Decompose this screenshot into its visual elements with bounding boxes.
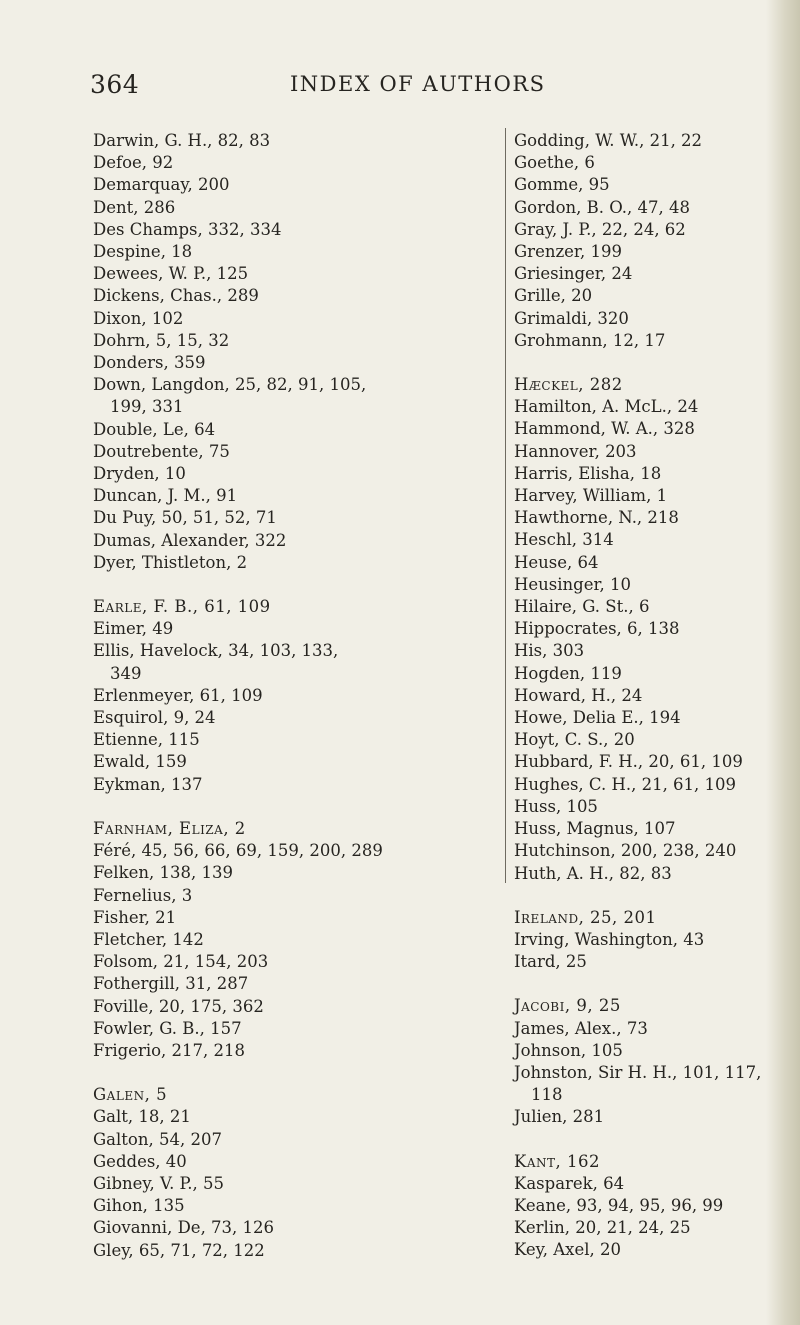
index-entry-continuation: 349 bbox=[110, 663, 142, 683]
index-entry: Etienne, 115 bbox=[93, 730, 200, 750]
index-entry: Jacobi, 9, 25 bbox=[514, 996, 621, 1016]
index-entry: Des Champs, 332, 334 bbox=[93, 219, 282, 239]
index-entry: Eykman, 137 bbox=[93, 774, 203, 794]
index-entry: Felken, 138, 139 bbox=[93, 863, 233, 883]
index-entry: Gibney, V. P., 55 bbox=[93, 1173, 225, 1193]
index-entry: Kasparek, 64 bbox=[514, 1173, 625, 1193]
index-entry: Fisher, 21 bbox=[93, 907, 177, 927]
index-entry: Hoyt, C. S., 20 bbox=[514, 730, 635, 750]
index-entry: Gomme, 95 bbox=[514, 175, 610, 195]
section-break bbox=[514, 885, 794, 907]
page-edge-shadow bbox=[766, 0, 800, 1325]
index-entry: Farnham, Eliza, 2 bbox=[93, 818, 246, 838]
index-entry: Dryden, 10 bbox=[93, 464, 186, 484]
index-entry: Howe, Delia E., 194 bbox=[514, 708, 681, 728]
index-entry: Kant, 162 bbox=[514, 1151, 600, 1171]
index-entry: Grimaldi, 320 bbox=[514, 308, 629, 328]
index-entry: Hammond, W. A., 328 bbox=[514, 419, 695, 439]
column-divider bbox=[505, 128, 506, 883]
index-entry: Hamilton, A. McL., 24 bbox=[514, 397, 699, 417]
section-break bbox=[514, 1129, 794, 1151]
index-entry: Down, Langdon, 25, 82, 91, 105, bbox=[93, 375, 367, 395]
index-column-right bbox=[514, 130, 794, 1262]
index-entry: Frigerio, 217, 218 bbox=[93, 1040, 246, 1060]
index-entry: Hubbard, F. H., 20, 61, 109 bbox=[514, 752, 743, 772]
index-entry: Dewees, W. P., 125 bbox=[93, 264, 249, 284]
index-entry: Gihon, 135 bbox=[93, 1196, 185, 1216]
index-entry: Duncan, J. M., 91 bbox=[93, 486, 238, 506]
section-break bbox=[514, 352, 794, 374]
index-entry: Huth, A. H., 82, 83 bbox=[514, 863, 672, 883]
index-entry: Huss, Magnus, 107 bbox=[514, 819, 676, 839]
index-entry: Hawthorne, N., 218 bbox=[514, 508, 679, 528]
index-entry: Heschl, 314 bbox=[514, 530, 614, 550]
index-entry: Eimer, 49 bbox=[93, 619, 174, 639]
index-entry: Hughes, C. H., 21, 61, 109 bbox=[514, 774, 737, 794]
index-entry: Despine, 18 bbox=[93, 242, 193, 262]
index-entry: Keane, 93, 94, 95, 96, 99 bbox=[514, 1195, 724, 1215]
index-entry: Griesinger, 24 bbox=[514, 264, 633, 284]
index-entry: Fletcher, 142 bbox=[93, 929, 204, 949]
index-entry: Dumas, Alexander, 322 bbox=[93, 530, 287, 550]
index-entry: Gordon, B. O., 47, 48 bbox=[514, 197, 691, 217]
index-entry: Hannover, 203 bbox=[514, 441, 637, 461]
index-entry: Grenzer, 199 bbox=[514, 242, 622, 262]
index-entry: Goethe, 6 bbox=[514, 153, 595, 173]
index-entry: Defoe, 92 bbox=[93, 153, 174, 173]
index-entry-continuation: 118 bbox=[531, 1085, 563, 1105]
index-entry: Fowler, G. B., 157 bbox=[93, 1018, 242, 1038]
section-break bbox=[93, 796, 493, 818]
index-entry: Demarquay, 200 bbox=[93, 175, 230, 195]
index-entry: Gray, J. P., 22, 24, 62 bbox=[514, 219, 686, 239]
index-entry: Dixon, 102 bbox=[93, 308, 184, 328]
index-entry: Irving, Washington, 43 bbox=[514, 929, 705, 949]
index-entry: Esquirol, 9, 24 bbox=[93, 708, 216, 728]
index-entry: Darwin, G. H., 82, 83 bbox=[93, 131, 271, 150]
index-entry: Heuse, 64 bbox=[514, 552, 599, 572]
index-entry: Gley, 65, 71, 72, 122 bbox=[93, 1240, 265, 1260]
index-entry: Doutrebente, 75 bbox=[93, 441, 230, 461]
index-column-left bbox=[93, 130, 493, 1262]
page-header bbox=[90, 70, 610, 110]
index-entry-continuation: 199, 331 bbox=[110, 397, 184, 417]
index-entry: Harvey, William, 1 bbox=[514, 486, 668, 506]
index-entry: Dickens, Chas., 289 bbox=[93, 286, 259, 306]
index-entry: Hogden, 119 bbox=[514, 663, 622, 683]
index-entry: Grohmann, 12, 17 bbox=[514, 330, 666, 350]
index-entry: Féré, 45, 56, 66, 69, 159, 200, 289 bbox=[93, 841, 383, 861]
index-entry: Hutchinson, 200, 238, 240 bbox=[514, 841, 737, 861]
index-entry: Key, Axel, 20 bbox=[514, 1240, 622, 1260]
section-break bbox=[514, 973, 794, 995]
index-entry: Du Puy, 50, 51, 52, 71 bbox=[93, 508, 277, 528]
index-entry: Galt, 18, 21 bbox=[93, 1107, 191, 1127]
section-break bbox=[93, 1062, 493, 1084]
index-entry: Howard, H., 24 bbox=[514, 685, 643, 705]
index-entry: Ellis, Havelock, 34, 103, 133, bbox=[93, 641, 339, 661]
index-entry: Folsom, 21, 154, 203 bbox=[93, 952, 269, 972]
section-break bbox=[93, 574, 493, 596]
index-entry: Galton, 54, 207 bbox=[93, 1129, 222, 1149]
index-entry: Giovanni, De, 73, 126 bbox=[93, 1218, 275, 1238]
index-entry: Grille, 20 bbox=[514, 286, 593, 306]
index-entry: Galen, 5 bbox=[93, 1085, 168, 1105]
index-entry: Kerlin, 20, 21, 24, 25 bbox=[514, 1218, 691, 1238]
index-entry: Hippocrates, 6, 138 bbox=[514, 619, 680, 639]
index-entry: Julien, 281 bbox=[514, 1107, 605, 1127]
index-entry: Ewald, 159 bbox=[93, 752, 187, 772]
index-entry: Johnston, Sir H. H., 101, 117, bbox=[514, 1062, 762, 1082]
index-entry: Donders, 359 bbox=[93, 353, 206, 373]
index-entry: Foville, 20, 175, 362 bbox=[93, 996, 264, 1016]
running-title: INDEX OF AUTHORS bbox=[290, 72, 546, 96]
index-entry: Ireland, 25, 201 bbox=[514, 907, 657, 927]
index-entry: Dyer, Thistleton, 2 bbox=[93, 552, 248, 572]
index-entry: Godding, W. W., 21, 22 bbox=[514, 131, 703, 150]
index-entry: His, 303 bbox=[514, 641, 585, 661]
index-entry: Harris, Elisha, 18 bbox=[514, 463, 662, 483]
index-entry: James, Alex., 73 bbox=[514, 1018, 648, 1038]
index-entry: Dohrn, 5, 15, 32 bbox=[93, 330, 230, 350]
index-entry: Hilaire, G. St., 6 bbox=[514, 597, 650, 617]
index-entry: Heusinger, 10 bbox=[514, 574, 632, 594]
index-entry: Double, Le, 64 bbox=[93, 419, 216, 439]
page-number: 364 bbox=[90, 70, 140, 99]
index-entry: Johnson, 105 bbox=[514, 1040, 623, 1060]
index-entry: Fothergill, 31, 287 bbox=[93, 974, 249, 994]
index-entry: Huss, 105 bbox=[514, 796, 598, 816]
index-entry: Hæckel, 282 bbox=[514, 375, 623, 395]
index-entry: Fernelius, 3 bbox=[93, 885, 193, 905]
index-entry: Geddes, 40 bbox=[93, 1151, 187, 1171]
index-entry: Itard, 25 bbox=[514, 952, 587, 972]
index-entry: Erlenmeyer, 61, 109 bbox=[93, 685, 263, 705]
index-entry: Dent, 286 bbox=[93, 197, 176, 217]
index-entry: Earle, F. B., 61, 109 bbox=[93, 597, 271, 617]
